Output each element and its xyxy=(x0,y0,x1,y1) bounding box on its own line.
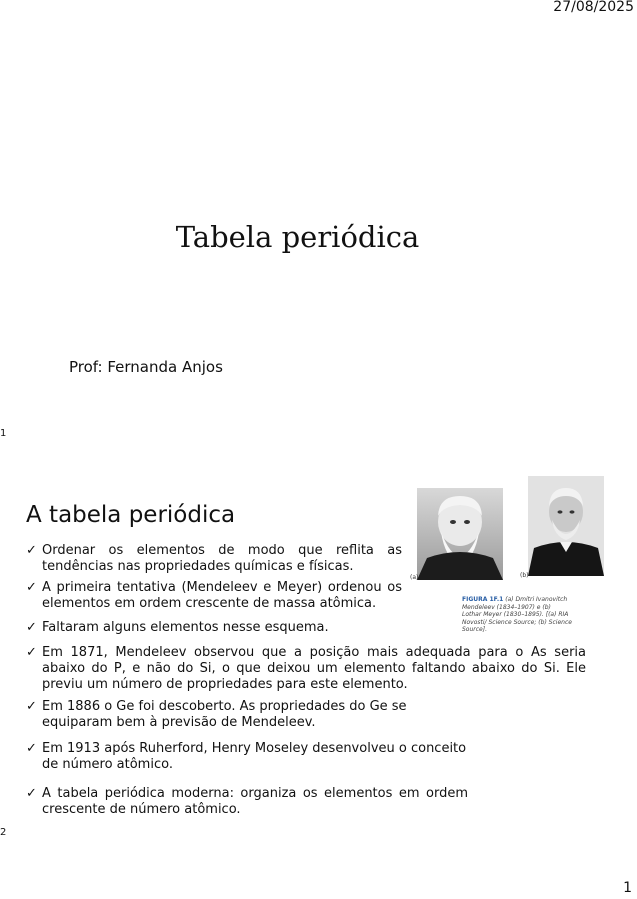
checkmark-icon: ✓ xyxy=(26,786,37,801)
portrait-mendeleev-image xyxy=(417,488,503,580)
portrait-figure xyxy=(410,474,610,634)
bottom-bullet-list xyxy=(26,645,586,818)
checkmark-icon: ✓ xyxy=(26,543,37,558)
figure-caption xyxy=(462,596,572,634)
slide2-title: A tabela periódica xyxy=(26,502,236,528)
figure-caption-text: (a) Dmitri Ivanovitch Mendeleev (1834–1907) e (b) Lothar Meyer (1830–1895). [(a) RIA Novosti/ Science Source; (b) Science Source]. xyxy=(462,596,572,633)
figure-label-b: (b) xyxy=(520,572,529,579)
list-item: ✓ Em 1871, Mendeleev observou que a posição mais adequada para o As seria abaixo do P, e não do Si, o que deixou um elemento faltando abaixo do Si. Ele previu um número de propriedades para este elemento. xyxy=(26,645,586,692)
checkmark-icon: ✓ xyxy=(26,620,37,635)
list-item: ✓ A primeira tentativa (Mendeleev e Meyer) ordenou os elementos em ordem crescente de massa atômica. xyxy=(26,580,402,611)
slide2-number: 2 xyxy=(0,827,7,838)
document-date: 27/08/2025 xyxy=(553,0,634,15)
list-item: ✓ Ordenar os elementos de modo que reflita as tendências nas propriedades químicas e físicas. xyxy=(26,543,402,574)
slide1-number: 1 xyxy=(0,428,7,439)
checkmark-icon: ✓ xyxy=(26,580,37,595)
list-item: ✓ Em 1913 após Ruherford, Henry Moseley desenvolveu o conceito de número atômico. xyxy=(26,741,467,772)
checkmark-icon: ✓ xyxy=(26,645,37,660)
list-item: ✓ Faltaram alguns elementos nesse esquema. xyxy=(26,620,329,635)
page-number: 1 xyxy=(623,880,632,896)
list-item: ✓ A tabela periódica moderna: organiza os elementos em ordem crescente de número atômico. xyxy=(26,786,468,817)
top-bullet-list xyxy=(26,543,402,636)
checkmark-icon: ✓ xyxy=(26,699,37,714)
list-item: ✓ Em 1886 o Ge foi descoberto. As propriedades do Ge se equiparam bem à previsão de Mendeleev. xyxy=(26,699,407,730)
portrait-meyer-image xyxy=(528,476,604,576)
figure-caption-title: FIGURA 1F.1 xyxy=(462,596,504,603)
figure-label-a: (a) xyxy=(410,574,419,581)
slide1-author: Prof: Fernanda Anjos xyxy=(69,358,223,376)
slide1-title: Tabela periódica xyxy=(175,220,420,254)
checkmark-icon: ✓ xyxy=(26,741,37,756)
